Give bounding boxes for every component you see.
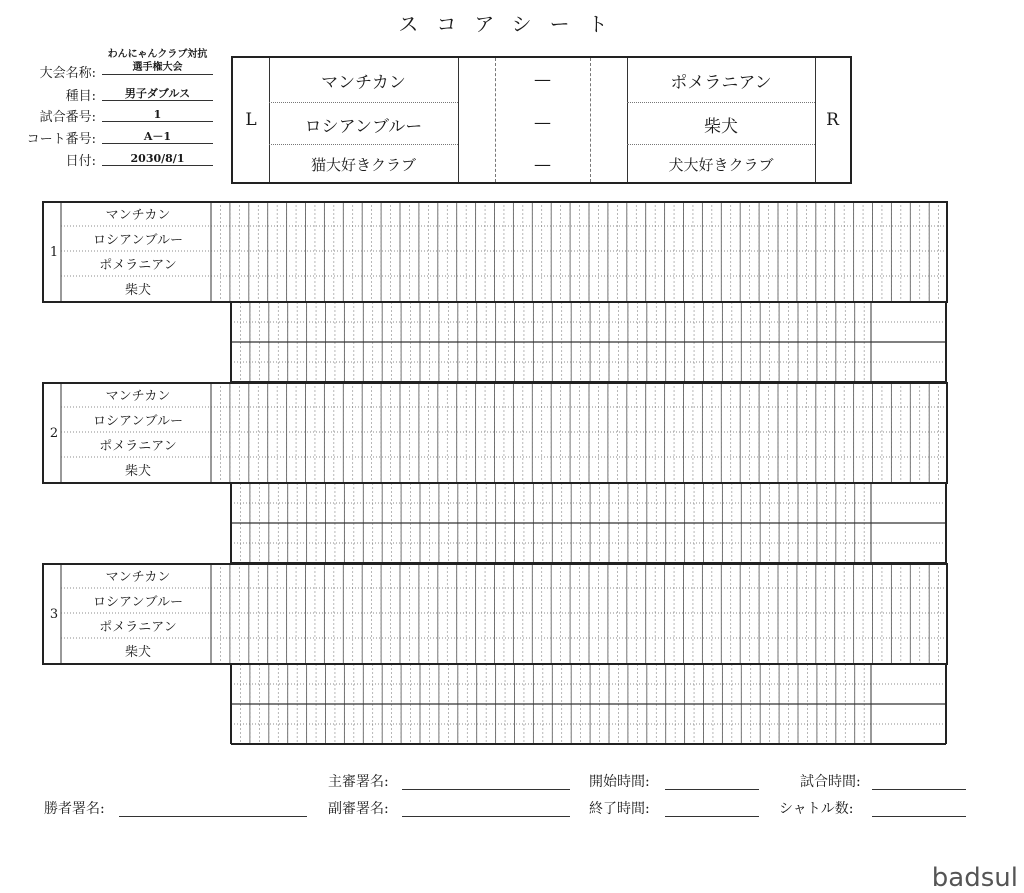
game3-score[interactable]: —: [534, 155, 551, 175]
info-label: 試合番号:: [39, 110, 96, 125]
player-name: ロシアンブルー: [93, 595, 183, 610]
info-label: 日付:: [65, 154, 96, 169]
end-time-label: 終了時間:: [589, 801, 650, 817]
left-player-1: マンチカン: [321, 73, 406, 93]
player-name: ロシアンブルー: [93, 233, 183, 248]
shuttles-label: シャトル数:: [779, 801, 854, 817]
start-time-label: 開始時間:: [589, 774, 650, 790]
end-time-line[interactable]: [665, 816, 759, 817]
shuttles-line[interactable]: [872, 816, 966, 817]
right-club: 犬大好きクラブ: [668, 156, 774, 174]
player-name: ポメラニアン: [99, 439, 177, 454]
game2-score[interactable]: —: [534, 113, 551, 133]
info-label: 大会名称:: [39, 66, 96, 81]
player-name: 柴犬: [124, 645, 151, 660]
player-name: ポメラニアン: [99, 258, 177, 273]
game-number: 3: [49, 607, 59, 622]
game-3-block: [42, 563, 948, 665]
game-number: 1: [49, 245, 59, 260]
watermark: badsul: [931, 863, 1018, 893]
left-player-2: ロシアンブルー: [304, 117, 423, 137]
player-name: マンチカン: [105, 389, 171, 404]
player-name: ロシアンブルー: [93, 414, 183, 429]
event-value[interactable]: 男子ダブルス: [102, 87, 213, 101]
start-time-line[interactable]: [665, 789, 759, 790]
info-label: 種目:: [65, 89, 96, 104]
player-name: ポメラニアン: [99, 620, 177, 635]
player-name: 柴犬: [124, 283, 151, 298]
referee-signature-line[interactable]: [402, 789, 570, 790]
tournament-name[interactable]: わんにゃんクラブ対抗 選手権大会: [102, 48, 213, 75]
game-number: 2: [49, 426, 59, 441]
match-number-value[interactable]: 1: [102, 108, 213, 122]
player-name: マンチカン: [105, 570, 171, 585]
assistant-label: 副審署名:: [328, 801, 389, 817]
winner-label: 勝者署名:: [44, 801, 105, 817]
game-1-block: [42, 201, 948, 303]
assistant-signature-line[interactable]: [402, 816, 570, 817]
referee-label: 主審署名:: [328, 774, 389, 790]
game1-score[interactable]: —: [534, 70, 551, 90]
right-side-mark: R: [826, 110, 839, 130]
winner-signature-line[interactable]: [119, 816, 307, 817]
game-2-block: [42, 382, 948, 484]
duration-label: 試合時間:: [800, 774, 861, 790]
duration-line[interactable]: [872, 789, 966, 790]
page-title: スコアシート: [398, 12, 626, 36]
left-side-mark: L: [245, 110, 257, 130]
info-label: コート番号:: [26, 132, 96, 147]
date-value[interactable]: 2030/8/1: [102, 152, 213, 166]
left-club: 猫大好きクラブ: [310, 156, 416, 174]
court-value[interactable]: A－1: [102, 130, 213, 144]
right-player-1: ポメラニアン: [670, 73, 772, 93]
right-player-2: 柴犬: [704, 117, 738, 137]
player-name: 柴犬: [124, 464, 151, 479]
player-name: マンチカン: [105, 208, 171, 223]
